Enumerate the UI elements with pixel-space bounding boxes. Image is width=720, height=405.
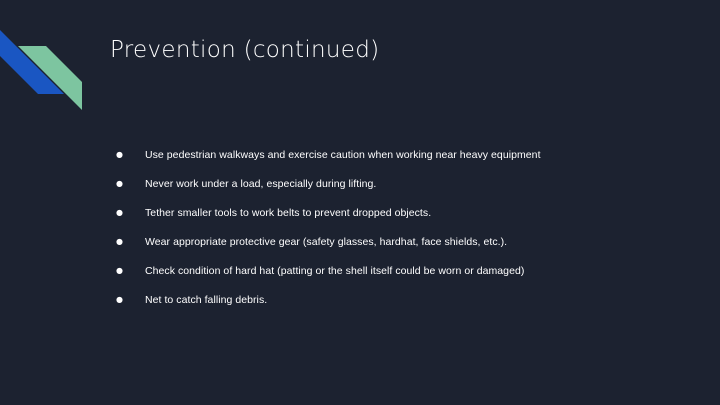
bullet-dot-icon: ●	[116, 237, 123, 246]
bullet-list	[116, 140, 706, 314]
corner-decoration	[0, 0, 90, 120]
bullet-dot-icon: ●	[116, 266, 123, 275]
bullet-item	[116, 169, 706, 198]
bullet-text: Check condition of hard hat (patting or the shell itself could be worn or damaged)	[145, 264, 525, 277]
bullet-item	[116, 256, 706, 285]
bullet-item	[116, 227, 706, 256]
bullet-item	[116, 140, 706, 169]
slide-title: Prevention (continued)	[110, 37, 380, 63]
bullet-dot-icon: ●	[116, 208, 123, 217]
bullet-item	[116, 198, 706, 227]
bullet-text: Use pedestrian walkways and exercise caution when working near heavy equipment	[145, 148, 541, 161]
bullet-dot-icon: ●	[116, 150, 123, 159]
bullet-text: Never work under a load, especially during lifting.	[145, 177, 377, 190]
bullet-dot-icon: ●	[116, 179, 123, 188]
bullet-item	[116, 285, 706, 314]
bullet-text: Net to catch falling debris.	[145, 293, 268, 306]
bullet-text: Wear appropriate protective gear (safety glasses, hardhat, face shields, etc.).	[145, 235, 508, 248]
bullet-text: Tether smaller tools to work belts to prevent dropped objects.	[145, 206, 432, 219]
bullet-dot-icon: ●	[116, 295, 123, 304]
